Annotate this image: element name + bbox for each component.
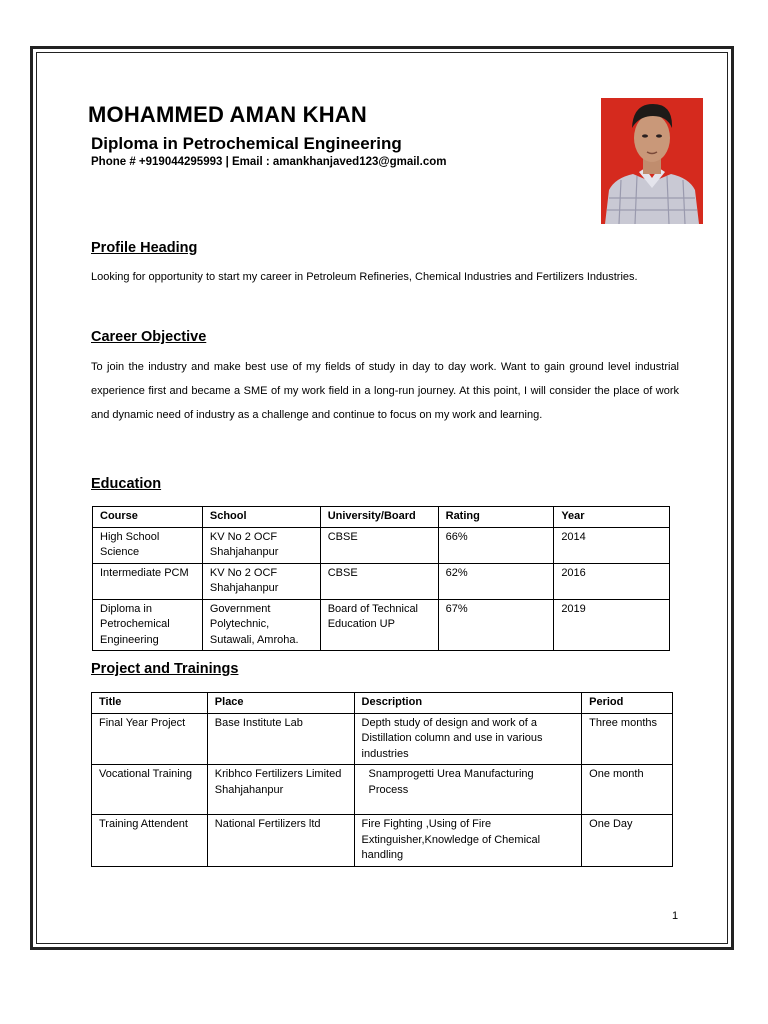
table-cell: 2016 xyxy=(554,563,670,599)
person-photo-icon xyxy=(601,98,703,224)
table-cell: Kribhco Fertilizers Limited Shahjahanpur xyxy=(207,765,354,815)
column-header: Place xyxy=(207,693,354,714)
table-cell: CBSE xyxy=(320,563,438,599)
education-table xyxy=(92,506,670,651)
column-header: Course xyxy=(93,507,203,528)
profile-heading: Profile Heading xyxy=(91,240,198,256)
profile-text: Looking for opportunity to start my career in Petroleum Refineries, Chemical Industries and Fertilizers Industries. xyxy=(91,271,638,283)
table-cell: Three months xyxy=(582,713,673,765)
table-cell: One month xyxy=(582,765,673,815)
table-cell: Snamprogetti Urea Manufacturing Process xyxy=(354,765,582,815)
table-cell: Diploma in Petrochemical Engineering xyxy=(93,599,203,651)
table-cell: 2014 xyxy=(554,527,670,563)
column-header: Period xyxy=(582,693,673,714)
table-cell: Intermediate PCM xyxy=(93,563,203,599)
table-row xyxy=(93,563,670,599)
table-row xyxy=(93,599,670,651)
table-cell: 67% xyxy=(438,599,554,651)
table-cell: Fire Fighting ,Using of Fire Extinguisher,Knowledge of Chemical handling xyxy=(354,815,582,867)
table-cell: Final Year Project xyxy=(92,713,208,765)
column-header: Description xyxy=(354,693,582,714)
projects-table xyxy=(91,692,673,867)
career-objective-text: To join the industry and make best use of my fields of study in day to day work. Want to gain ground level industrial experience first and became a SME of my work field in a long-run journey. At this point, I will consider the place of work and dynamic need of industry as a challenge and continue to focus on my work and learning. xyxy=(91,361,679,421)
column-header: Rating xyxy=(438,507,554,528)
profile-photo xyxy=(601,98,703,224)
table-cell: Government Polytechnic, Sutawali, Amroha. xyxy=(202,599,320,651)
education-header-row xyxy=(93,507,670,528)
table-cell: CBSE xyxy=(320,527,438,563)
table-cell: Vocational Training xyxy=(92,765,208,815)
contact-line: Phone # +919044295993 | Email : amankhanjaved123@gmail.com xyxy=(91,156,447,168)
table-cell: One Day xyxy=(582,815,673,867)
column-header: University/Board xyxy=(320,507,438,528)
table-row xyxy=(92,765,673,815)
table-cell: Board of Technical Education UP xyxy=(320,599,438,651)
table-cell: Training Attendent xyxy=(92,815,208,867)
projects-heading: Project and Trainings xyxy=(91,661,239,677)
table-cell: Base Institute Lab xyxy=(207,713,354,765)
page-number: 1 xyxy=(672,910,679,922)
table-row xyxy=(93,527,670,563)
table-cell: National Fertilizers ltd xyxy=(207,815,354,867)
table-row xyxy=(92,815,673,867)
table-cell: Depth study of design and work of a Distillation column and use in various industries xyxy=(354,713,582,765)
column-header: Title xyxy=(92,693,208,714)
column-header: School xyxy=(202,507,320,528)
table-row xyxy=(92,713,673,765)
projects-header-row xyxy=(92,693,673,714)
education-heading: Education xyxy=(91,476,162,492)
table-cell: KV No 2 OCF Shahjahanpur xyxy=(202,527,320,563)
table-cell: High School Science xyxy=(93,527,203,563)
career-objective-heading: Career Objective xyxy=(91,329,207,345)
table-cell: KV No 2 OCF Shahjahanpur xyxy=(202,563,320,599)
table-cell: 66% xyxy=(438,527,554,563)
table-cell: 2019 xyxy=(554,599,670,651)
qualification-title: Diploma in Petrochemical Engineering xyxy=(91,134,402,153)
candidate-name: MOHAMMED AMAN KHAN xyxy=(88,102,367,127)
column-header: Year xyxy=(554,507,670,528)
table-cell: 62% xyxy=(438,563,554,599)
